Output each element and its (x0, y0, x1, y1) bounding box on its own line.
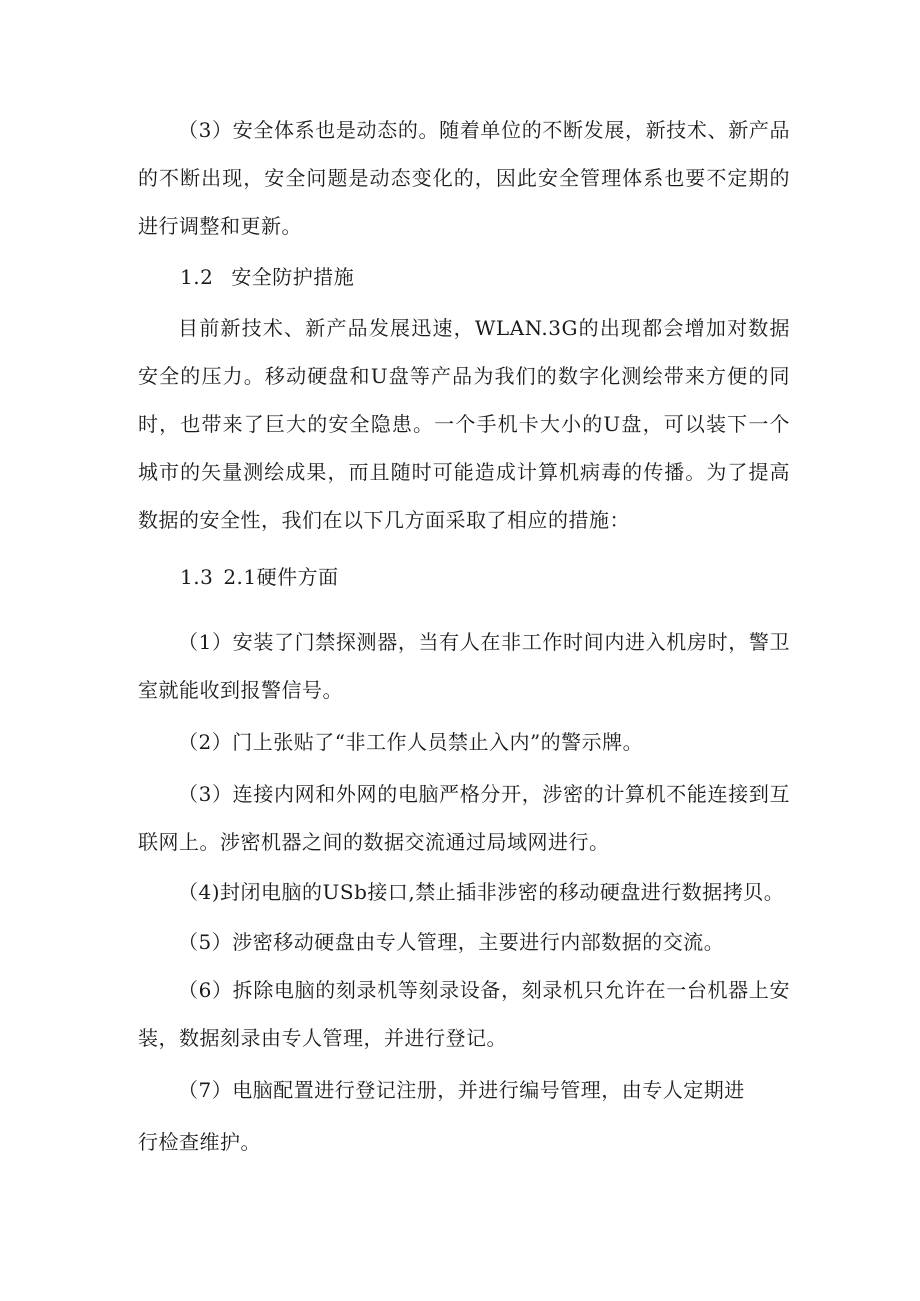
section-number: 1.2 (180, 265, 214, 289)
section-heading-1-3 (180, 562, 339, 592)
section-title: 2.1硬件方面 (223, 565, 339, 589)
list-item-4: （4)封闭电脑的USb接口,禁止插非涉密的移动硬盘进行数据拷贝。 (178, 880, 785, 904)
section-title: 安全防护措施 (231, 265, 355, 289)
list-item-7-continuation: 行检查维护。 (138, 1130, 261, 1154)
section-number: 1.3 (180, 565, 214, 589)
list-item-1: （1）安装了门禁探测器，当有人在非工作时间内进入机房时，警卫室就能收到报警信号。 (138, 630, 790, 702)
list-item-7: （7）电脑配置进行登记注册，并进行编号管理，由专人定期进 (178, 1078, 745, 1102)
list-item-6: （6）拆除电脑的刻录机等刻录设备，刻录机只允许在一台机器上安装，数据刻录由专人管理，并进行登记。 (138, 978, 790, 1050)
list-item-2: （2）门上张贴了“非工作人员禁止入内”的警示牌。 (178, 730, 644, 754)
list-item-5: （5）涉密移动硬盘由专人管理，主要进行内部数据的交流。 (178, 930, 725, 954)
list-item-3: （3）连接内网和外网的电脑严格分开，涉密的计算机不能连接到互联网上。涉密机器之间的数据交流通过局域网进行。 (138, 782, 790, 854)
paragraph-security-dynamic: （3）安全体系也是动态的。随着单位的不断发展，新技术、新产品的不断出现，安全问题是动态变化的，因此安全管理体系也要不定期的进行调整和更新。 (138, 118, 790, 238)
section-heading-1-2 (180, 262, 354, 292)
paragraph-intro: 目前新技术、新产品发展迅速，WLAN.3G的出现都会增加对数据安全的压力。移动硬盘和U盘等产品为我们的数字化测绘带来方便的同时，也带来了巨大的安全隐患。一个手机卡大小的U盘，可以装下一个城市的矢量测绘成果，而且随时可能造成计算机病毒的传播。为了提高数据的安全性，我们在以下几方面采取了相应的措施： (138, 316, 790, 532)
